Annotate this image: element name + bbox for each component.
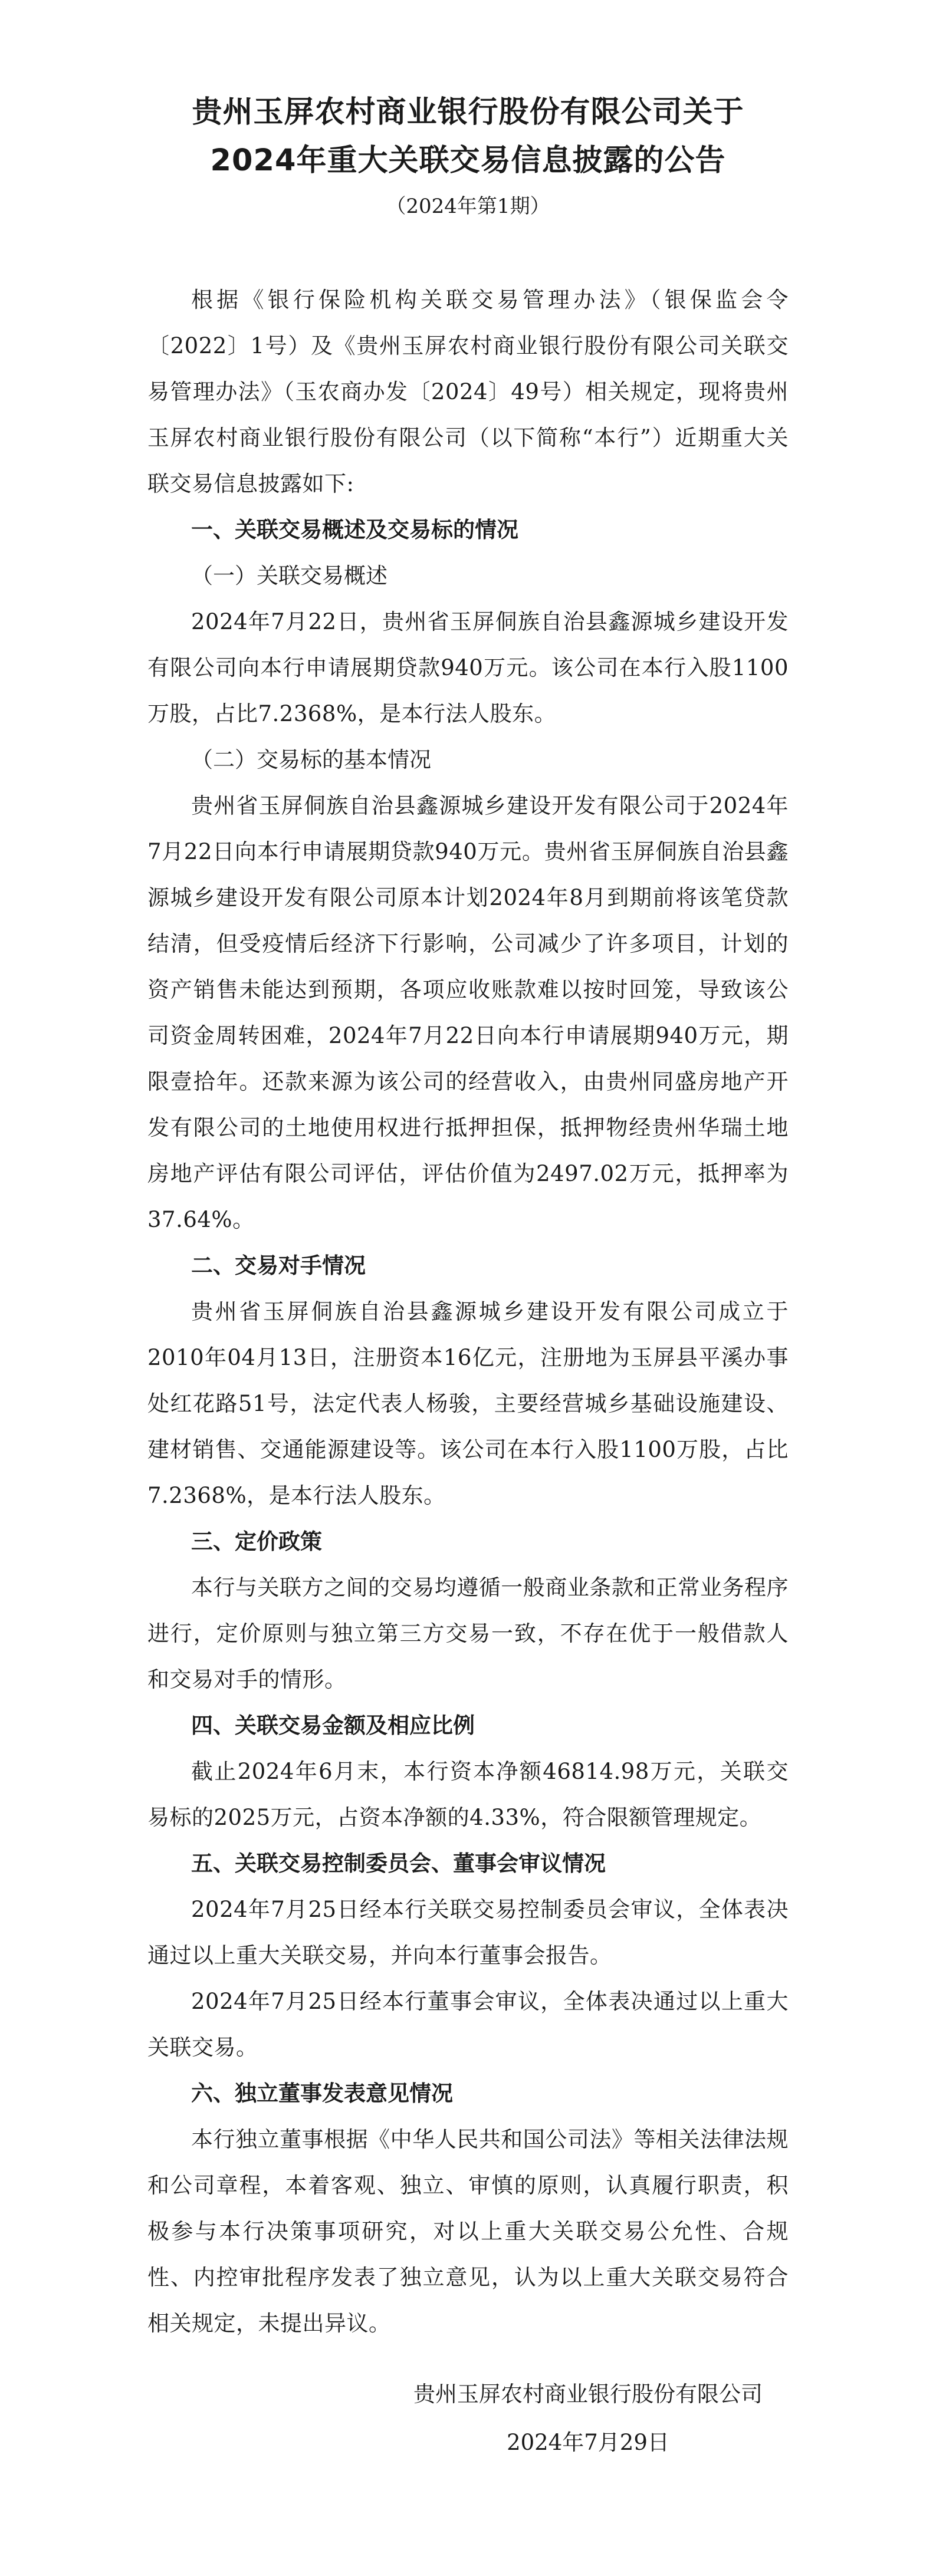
intro-paragraph: 根据《银行保险机构关联交易管理办法》（银保监会令〔2022〕1号）及《贵州玉屏农村商业银行股份有限公司关联交易管理办法》（玉农商办发〔2024〕49号）相关规定，现将贵州玉屏农村商业银行股份有限公司（以下简称“本行”）近期重大关联交易信息披露如下: (147, 287, 789, 496)
section-6-heading: 六、独立董事发表意见情况 (191, 2081, 453, 2106)
section-3-paragraph: 本行与关联方之间的交易均遵循一般商业条款和正常业务程序进行，定价原则与独立第三方交易一致，不存在优于一般借款人和交易对手的情形。 (147, 1575, 789, 1692)
section-2-paragraph: 贵州省玉屏侗族自治县鑫源城乡建设开发有限公司成立于2010年04月13日，注册资本16亿元，注册地为玉屏县平溪办事处红花路51号，法定代表人杨骏，主要经营城乡基础设施建设、建材销售、交通能源建设等。该公司在本行入股1100万股，占比7.2368%，是本行法人股东。 (147, 1299, 789, 1508)
signature-company: 贵州玉屏农村商业银行股份有限公司 (413, 2381, 763, 2407)
section-2-heading: 二、交易对手情况 (191, 1253, 366, 1278)
issue-number: （2024年第1期） (386, 195, 550, 218)
section-5-heading: 五、关联交易控制委员会、董事会审议情况 (191, 1851, 606, 1876)
section-1-heading: 一、关联交易概述及交易标的情况 (191, 517, 518, 542)
signature-block (376, 2370, 800, 2467)
document-title (147, 88, 789, 185)
title-line-1: 贵州玉屏农村商业银行股份有限公司关于 (192, 95, 744, 130)
section-1-sub2-heading: （二）交易标的基本情况 (191, 747, 431, 772)
section-6-paragraph: 本行独立董事根据《中华人民共和国公司法》等相关法律法规和公司章程，本着客观、独立、审慎的原则，认真履行职责，积极参与本行决策事项研究，对以上重大关联交易公允性、合规性、内控审批程序发表了独立意见，认为以上重大关联交易符合相关规定，未提出异议。 (147, 2127, 789, 2336)
section-1-sub1-heading: （一）关联交易概述 (191, 563, 387, 588)
section-3-heading: 三、定价政策 (191, 1529, 322, 1554)
title-line-2: 2024年重大关联交易信息披露的公告 (210, 143, 726, 178)
section-4-heading: 四、关联交易金额及相应比例 (191, 1713, 475, 1738)
signature-date: 2024年7月29日 (507, 2430, 669, 2455)
section-4-paragraph: 截止2024年6月末，本行资本净额46814.98万元，关联交易标的2025万元，占资本净额的4.33%，符合限额管理规定。 (147, 1759, 789, 1830)
document-body (147, 277, 789, 2347)
section-1-sub2-paragraph: 贵州省玉屏侗族自治县鑫源城乡建设开发有限公司于2024年7月22日向本行申请展期贷款940万元。贵州省玉屏侗族自治县鑫源城乡建设开发有限公司原本计划2024年8月到期前将该笔贷款结清，但受疫情后经济下行影响，公司减少了许多项目，计划的资产销售未能达到预期，各项应收账款难以按时回笼，导致该公司资金周转困难，2024年7月22日向本行申请展期940万元，期限壹拾年。还款来源为该公司的经营收入，由贵州同盛房地产开发有限公司的土地使用权进行抵押担保，抵押物经贵州华瑞土地房地产评估有限公司评估，评估价值为2497.02万元，抵押率为37.64%。 (147, 793, 789, 1232)
section-5-paragraph-1: 2024年7月25日经本行关联交易控制委员会审议，全体表决通过以上重大关联交易，并向本行董事会报告。 (147, 1897, 789, 1968)
section-5-paragraph-2: 2024年7月25日经本行董事会审议，全体表决通过以上重大关联交易。 (147, 1989, 789, 2060)
section-1-sub1-paragraph: 2024年7月22日，贵州省玉屏侗族自治县鑫源城乡建设开发有限公司向本行申请展期贷款940万元。该公司在本行入股1100万股，占比7.2368%，是本行法人股东。 (147, 609, 789, 726)
